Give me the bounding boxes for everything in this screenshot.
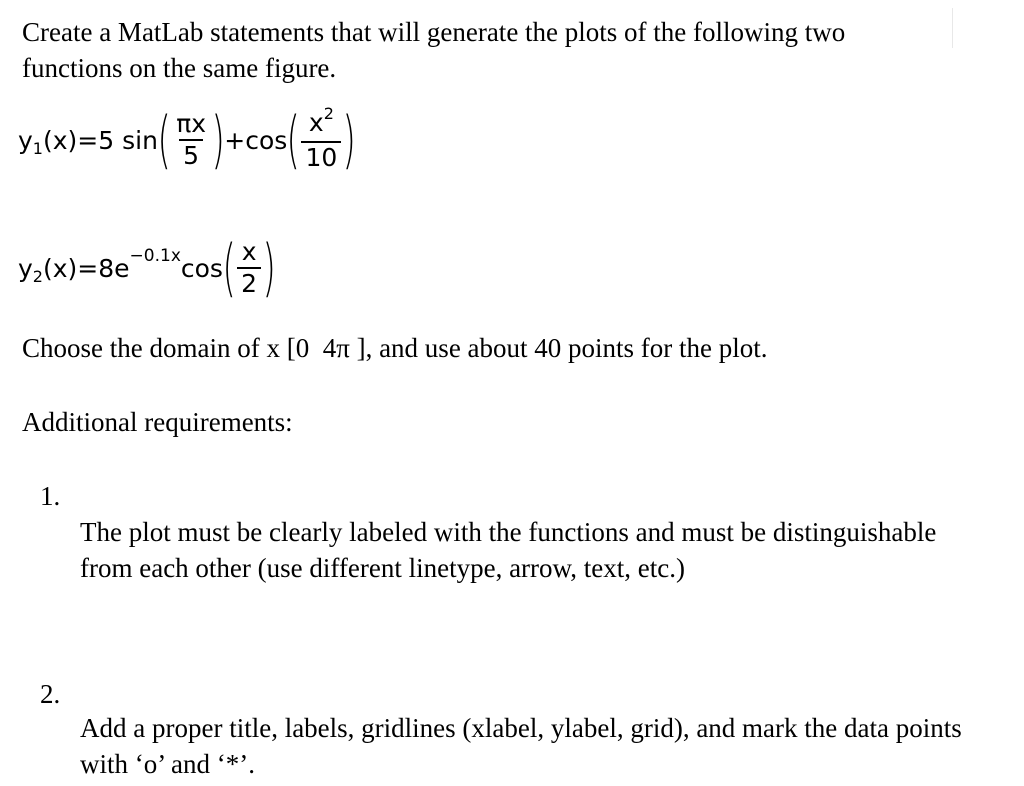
intro-paragraph: Create a MatLab statements that will generate the plots of the following two functions on the same figure. xyxy=(22,17,846,83)
requirement-number: 1. xyxy=(40,481,61,511)
eq2-lhs-subscript: 2 xyxy=(32,266,43,286)
right-paren-icon: ) xyxy=(342,103,357,176)
eq2-fraction-numerator: x xyxy=(241,237,257,266)
additional-requirements-heading: Additional requirements: xyxy=(22,407,293,437)
eq2-exponent: −0.1x xyxy=(129,246,181,266)
eq1-cos-function: cos xyxy=(245,125,288,155)
eq1-fraction-1-numerator: πx xyxy=(176,109,207,138)
eq1-fraction-1 xyxy=(172,109,210,171)
edge-divider xyxy=(952,8,953,48)
eq1-fraction-2-num-exponent: 2 xyxy=(323,103,334,123)
eq1-lhs-subscript: 1 xyxy=(32,138,43,158)
eq1-fraction-2-denominator: 10 xyxy=(301,141,341,173)
left-paren-icon: ( xyxy=(222,231,236,304)
equation-y2 xyxy=(18,231,438,304)
eq2-lhs-base: y xyxy=(18,253,33,283)
left-paren-icon: ( xyxy=(286,103,301,176)
eq1-fraction-2 xyxy=(301,103,341,173)
eq2-lhs-arg: (x) xyxy=(42,253,78,283)
eq1-fraction-2-numerator xyxy=(305,103,338,141)
eq1-lhs-base: y xyxy=(18,125,33,155)
requirement-number: 2. xyxy=(40,679,61,709)
eq2-fraction-denominator: 2 xyxy=(237,267,261,299)
eq2-fraction xyxy=(237,237,261,299)
eq1-sin-function: sin xyxy=(122,125,158,155)
eq1-coefficient: 5 xyxy=(98,125,115,155)
requirement-text: Add a proper title, labels, gridlines (xlabel, ylabel, grid), and mark the data points with ‘o’ and ‘*’. xyxy=(80,713,962,779)
left-paren-icon: ( xyxy=(157,103,171,176)
right-paren-icon: ) xyxy=(262,231,276,304)
eq1-fraction-2-num-base: x xyxy=(308,107,324,137)
domain-instruction: Choose the domain of x [0 4π ], and use about 40 points for the plot. xyxy=(22,333,768,363)
eq1-plus: + xyxy=(224,125,246,155)
eq2-coefficient: 8e xyxy=(98,253,130,283)
eq2-equals: = xyxy=(77,253,99,283)
requirement-text: The plot must be clearly labeled with the functions and must be distinguishable from each other (use different linetype, arrow, text, etc.) xyxy=(80,517,937,583)
right-paren-icon: ) xyxy=(211,103,225,176)
eq1-fraction-1-denominator: 5 xyxy=(179,139,203,171)
eq2-cos-function: cos xyxy=(180,253,223,283)
equation-y1 xyxy=(18,92,538,188)
eq1-lhs-arg: (x) xyxy=(42,125,78,155)
eq1-equals: = xyxy=(77,125,99,155)
